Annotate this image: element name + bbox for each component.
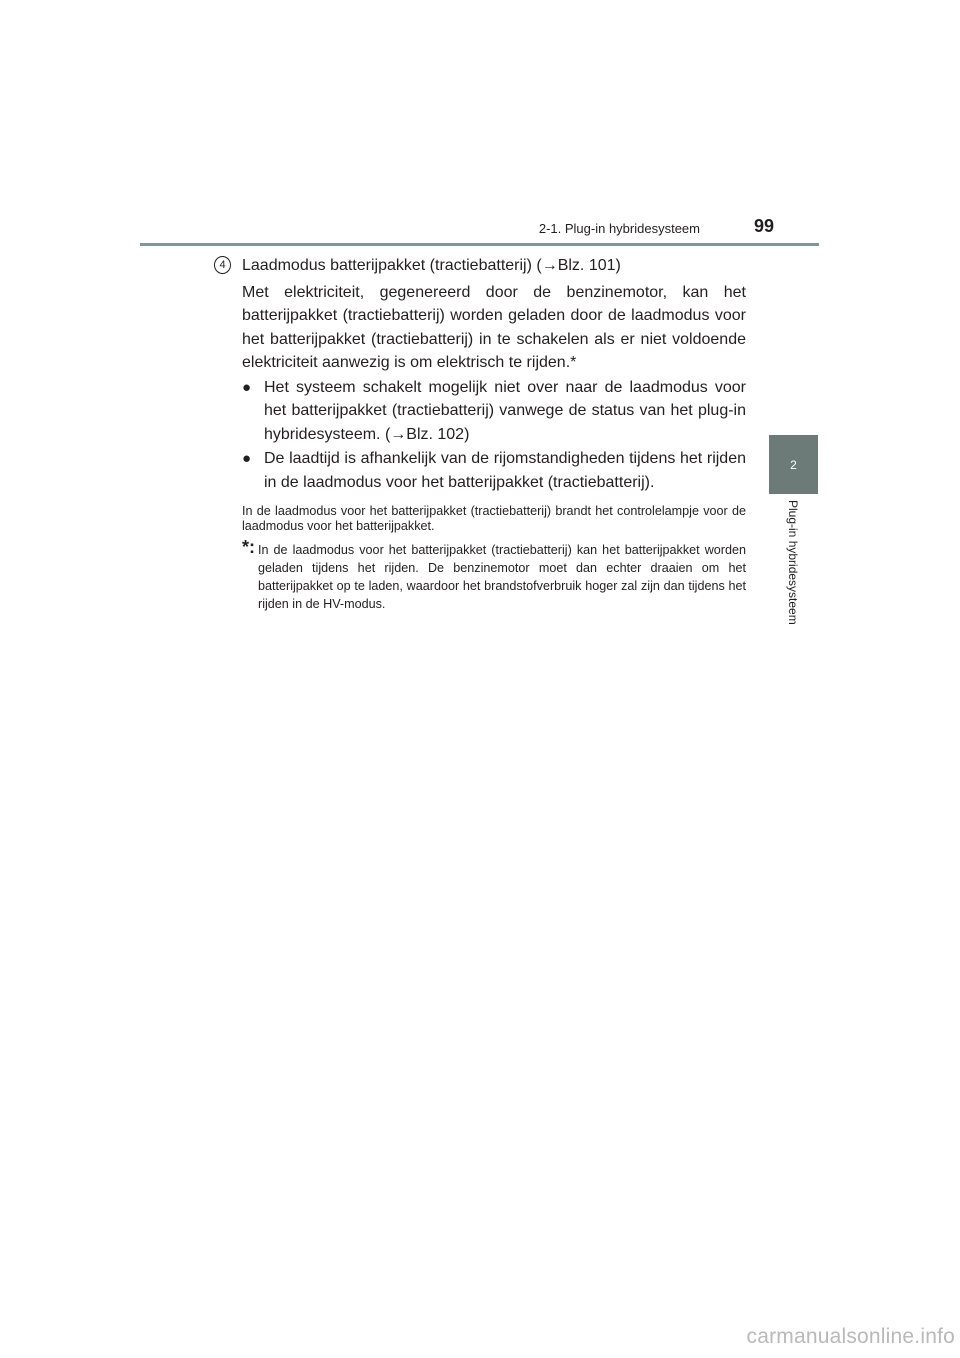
bullet-item bbox=[242, 376, 746, 447]
item-heading bbox=[214, 254, 746, 278]
footnote bbox=[242, 537, 746, 613]
item-paragraph: Met elektriciteit, gegenereerd door de benzinemotor, kan het batterijpakket (tractiebatterij) worden geladen door de laadmodus voor het batterijpakket (tractiebatterij) in te schakelen als er niet voldoende elektriciteit aanwezig is om elektrisch te rijden.* bbox=[242, 283, 746, 371]
chapter-tab bbox=[769, 435, 818, 494]
chapter-title: Plug-in hybridesysteem bbox=[786, 500, 800, 625]
item-title: Laadmodus batterijpakket (tractiebatterij) (→Blz. 101) bbox=[242, 257, 621, 274]
watermark: carmanualsonline.info bbox=[746, 1325, 955, 1348]
page-content bbox=[214, 254, 746, 613]
bullet-item bbox=[242, 447, 746, 494]
header-divider bbox=[140, 243, 819, 246]
bullet-text: De laadtijd is afhankelijk van de rijomstandigheden tijdens het rijden in de laadmodus voor het batterijpakket (tractiebatterij). bbox=[264, 450, 746, 491]
page-number: 99 bbox=[753, 216, 774, 236]
footnote-text: In de laadmodus voor het batterijpakket (tractiebatterij) kan het batterijpakket worden geladen tijdens het rijden. De benzinemotor moet dan echter draaien om het batterijpakket op te laden, waardoor het brandstofverbruik hoger zal zijn dan tijdens het rijden in de HV-modus. bbox=[258, 543, 746, 611]
footnote-marker: *: bbox=[242, 537, 255, 557]
bullet-text: Het systeem schakelt mogelijk niet over naar de laadmodus voor het batterijpakket (tractiebatterij) vanwege de status van het plug-in hybridesysteem. (→Blz. 102) bbox=[264, 378, 746, 443]
running-header-section: 2-1. Plug-in hybridesysteem bbox=[538, 221, 700, 236]
note-text: In de laadmodus voor het batterijpakket (tractiebatterij) brandt het controlelampje voor de laadmodus voor het batterijpakket. bbox=[242, 504, 746, 533]
bullet-icon: ● bbox=[242, 378, 252, 396]
chapter-number: 2 bbox=[790, 457, 797, 472]
bullet-icon: ● bbox=[242, 450, 252, 467]
item-number-badge: 4 bbox=[214, 256, 231, 274]
